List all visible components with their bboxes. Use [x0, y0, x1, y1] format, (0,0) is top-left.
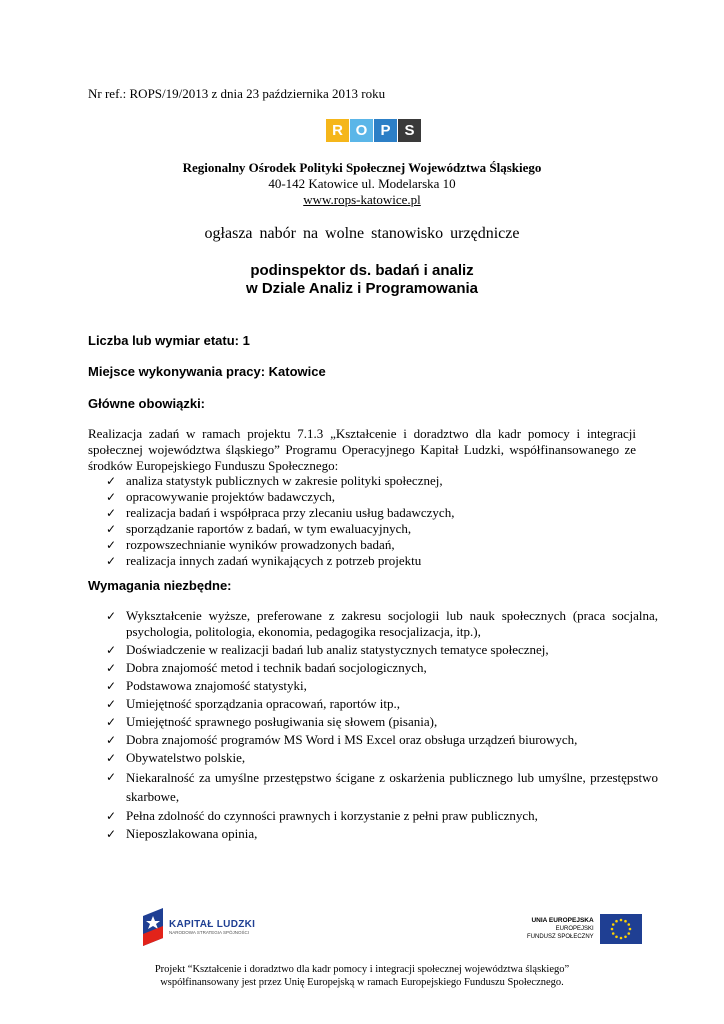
eu-star [619, 919, 622, 922]
duties-intro: Realizacja zadań w ramach projektu 7.1.3 „Kształcenie i doradztwo dla kadr pomocy i integracji społecznej województwa śląskiego” Programu Operacyjnego Kapitał Ludzki, współfinansowanego ze środków Europejskiego Funduszu Społecznego: [88, 426, 636, 473]
footer-line-2: współfinansowany jest przez Unię Europejską w ramach Europejskiego Funduszu Społecznego. [160, 977, 564, 988]
ue-logo-line1: UNIA EUROPEJSKA [531, 917, 594, 924]
list-item: ✓ opracowywanie projektów badawczych, [106, 489, 646, 505]
logo-letter-o: O [350, 119, 373, 142]
website-link[interactable]: www.rops-katowice.pl [303, 192, 421, 207]
eu-star [624, 935, 627, 938]
duties-list [106, 473, 646, 569]
eu-star [627, 932, 630, 935]
location-heading: Miejsce wykonywania pracy: Katowice [88, 364, 326, 379]
list-item: ✓ Wykształcenie wyższe, preferowane z zakresu socjologii lub nauk społecznych (praca socjalna, psychologia, politologia, ekonomia, pedagogika resocjalizacja, itp.), [106, 608, 658, 640]
reference-number: Nr ref.: ROPS/19/2013 z dnia 23 października 2013 roku [88, 86, 386, 101]
etat-heading: Liczba lub wymiar etatu: 1 [88, 333, 250, 348]
list-item: ✓ sporządzanie raportów z badań, w tym ewaluacyjnych, [106, 521, 646, 537]
eu-star [628, 928, 631, 931]
eu-star [615, 935, 618, 938]
footer-text [0, 963, 724, 989]
eu-star [612, 923, 615, 926]
list-item: ✓ Niekaralność za umyślne przestępstwo ścigane z oskarżenia publicznego lub umyślne, przestępstwo skarbowe, [106, 768, 658, 806]
announcement: ogłasza nabór na wolne stanowisko urzędnicze [204, 225, 520, 242]
list-item: ✓ analiza statystyk publicznych w zakresie polityki społecznej, [106, 473, 646, 489]
logo-letter-p: P [374, 119, 397, 142]
requirements-heading: Wymagania niezbędne: [88, 578, 232, 593]
kl-logo-title: KAPITAŁ LUDZKI [169, 919, 256, 930]
eu-star [612, 932, 615, 935]
list-item: ✓ realizacja badań i współpraca przy zlecaniu usług badawczych, [106, 505, 646, 521]
kl-star-icon [143, 908, 163, 946]
kl-logo-subtitle: NARODOWA STRATEGIA SPÓJNOŚCI [169, 930, 250, 935]
list-item: ✓ rozpowszechnianie wyników prowadzonych badań, [106, 537, 646, 553]
list-item: ✓ Dobra znajomość metod i technik badań socjologicznych, [106, 660, 658, 676]
eu-star [610, 928, 613, 931]
unia-europejska-logo [527, 914, 642, 944]
ue-logo-line2: EUROPEJSKI [555, 926, 594, 932]
position-title: podinspektor ds. badań i analiz [250, 262, 474, 279]
organization-name: Regionalny Ośrodek Polityki Społecznej Województwa Śląskiego [182, 160, 542, 175]
eu-star [619, 937, 622, 940]
logo-letter-r: R [326, 119, 349, 142]
eu-star [627, 923, 630, 926]
list-item: ✓ Umiejętność sprawnego posługiwania się słowem (pisania), [106, 714, 658, 730]
position-title-block [0, 262, 724, 298]
eu-flag-icon [600, 914, 642, 944]
list-item: ✓ Podstawowa znajomość statystyki, [106, 678, 658, 694]
kapital-ludzki-logo [143, 908, 255, 946]
organization-address: 40-142 Katowice ul. Modelarska 10 [268, 176, 456, 191]
requirements-list [106, 608, 658, 844]
logo-letter-s: S [398, 119, 421, 142]
organization-block [0, 160, 724, 208]
list-item: ✓ Doświadczenie w realizacji badań lub analiz statystycznych tematyce społecznej, [106, 642, 658, 658]
list-item: ✓ Nieposzlakowana opinia, [106, 826, 658, 842]
list-item: ✓ Dobra znajomość programów MS Word i MS Excel oraz obsługa urządzeń biurowych, [106, 732, 658, 748]
footer-line-1: Projekt “Kształcenie i doradztwo dla kadr pomocy i integracji społecznej województwa śląskiego” [154, 964, 570, 975]
list-item: ✓ Obywatelstwo polskie, [106, 750, 658, 766]
rops-logo [326, 119, 421, 142]
list-item: ✓ Pełna zdolność do czynności prawnych i korzystanie z pełni praw publicznych, [106, 808, 658, 824]
eu-star [624, 920, 627, 923]
list-item: ✓ realizacja innych zadań wynikających z potrzeb projektu [106, 553, 646, 569]
eu-star [615, 920, 618, 923]
ue-logo-line3: FUNDUSZ SPOŁECZNY [527, 934, 594, 940]
position-department: w Dziale Analiz i Programowania [245, 280, 478, 297]
list-item: ✓ Umiejętność sporządzania opracowań, raportów itp., [106, 696, 658, 712]
duties-heading: Główne obowiązki: [88, 396, 206, 411]
